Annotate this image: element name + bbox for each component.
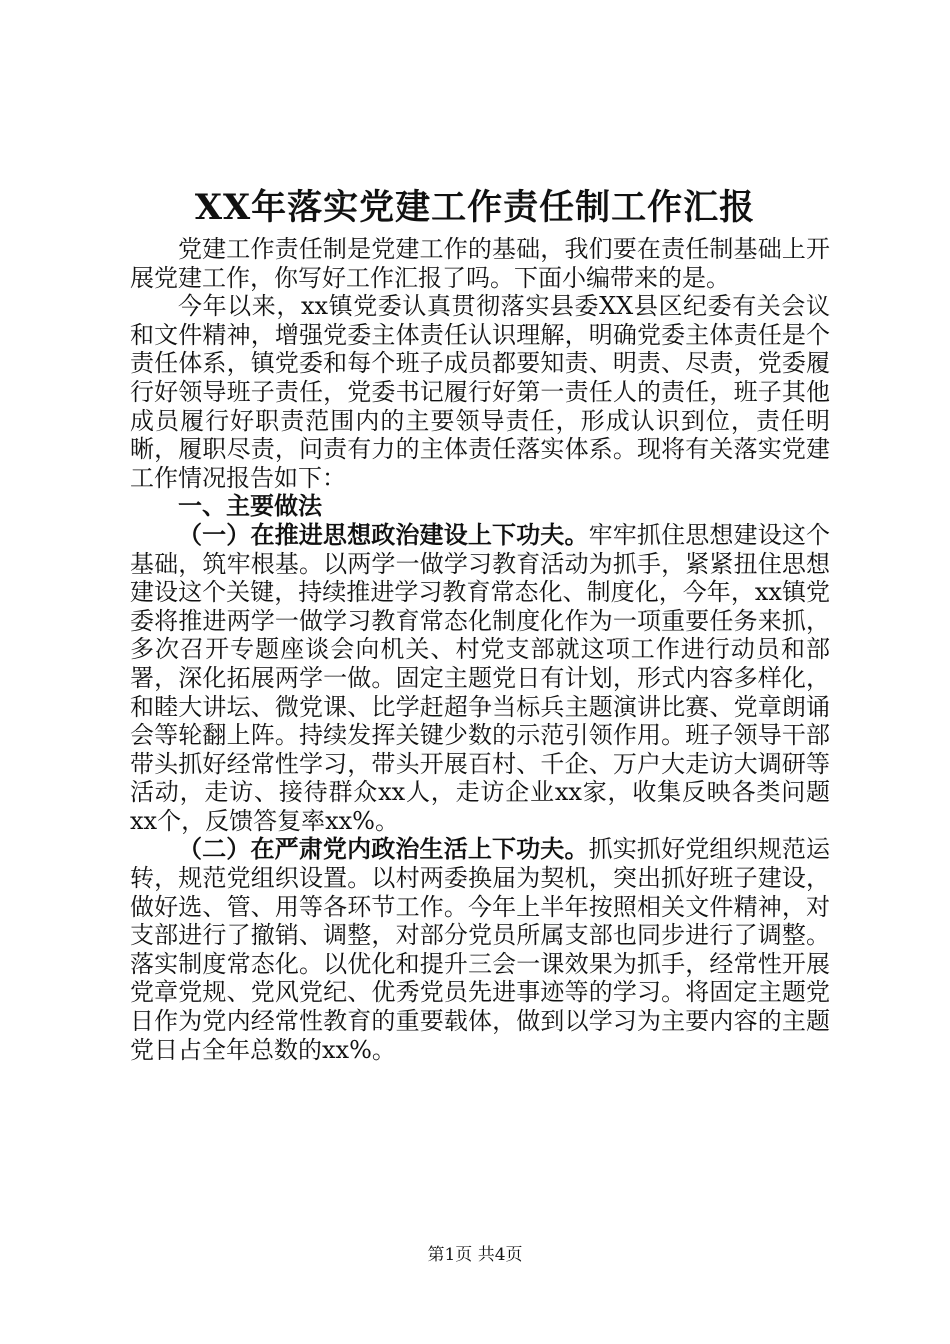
page-number-footer: 第1页 共4页 [427,1245,523,1265]
subsection-text-2: 抓实抓好党组织规范运转，规范党组织设置。以村两委换届为契机，突出抓好班子建设，做好选、管、用等各环节工作。今年上半年按照相关文件精神，对支部进行了撤销、调整，对部分党员所属支部也同步进行了调整。落实制度常态化。以优化和提升三会一课效果为抓手，经常性开展党章党规、党风党纪、优秀党员先进事迹等的学习。将固定主题党日作为党内经常性教育的重要载体，做到以学习为主要内容的主题党日占全年总数的xx%。 [130,835,831,1064]
subsection-text-1: 牢牢抓住思想建设这个基础，筑牢根基。以两学一做学习教育活动为抓手，紧紧扭住思想建设这个关键，持续推进学习教育常态化、制度化，今年，xx镇党委将推进两学一做学习教育常态化制度化作为一项重要任务来抓，多次召开专题座谈会向机关、村党支部就这项工作进行动员和部署，深化拓展两学一做。固定主题党日有计划，形式内容多样化，和睦大讲坛、微党课、比学赶超争当标兵主题演讲比赛、党章朗诵会等轮翻上阵。持续发挥关键少数的示范引领作用。班子领导干部带头抓好经常性学习，带头开展百村、千企、万户大走访大调研等活动，走访、接待群众xx人，走访企业xx家，收集反映各类问题xx个，反馈答复率xx%。 [130,520,831,835]
overview-paragraph: 今年以来，xx镇党委认真贯彻落实县委XX县区纪委有关会议和文件精神，增强党委主体责任认识理解，明确党委主体责任是个责任体系，镇党委和每个班子成员都要知责、明责、尽责，党委履行好领导班子责任，党委书记履行好第一责任人的责任，班子其他成员履行好职责范围内的主要领导责任，形成认识到位，责任明晰，履职尽责，问责有力的主体责任落实体系。现将有关落实党建工作情况报告如下： [130,292,830,492]
section-heading: 一、主要做法 [178,491,322,521]
subsection-paragraph-1 [130,521,830,836]
intro-paragraph: 党建工作责任制是党建工作的基础，我们要在责任制基础上开展党建工作，你写好工作汇报了吗。下面小编带来的是。 [130,235,830,292]
document-body [130,235,830,1064]
subsection-heading-2: （二）在严肃党内政治生活上下功夫。 [178,834,589,864]
subsection-heading-1: （一）在推进思想政治建设上下功夫。 [178,519,589,549]
document-title: XX年落实党建工作责任制工作汇报 [194,187,756,228]
subsection-paragraph-2 [130,835,830,1064]
